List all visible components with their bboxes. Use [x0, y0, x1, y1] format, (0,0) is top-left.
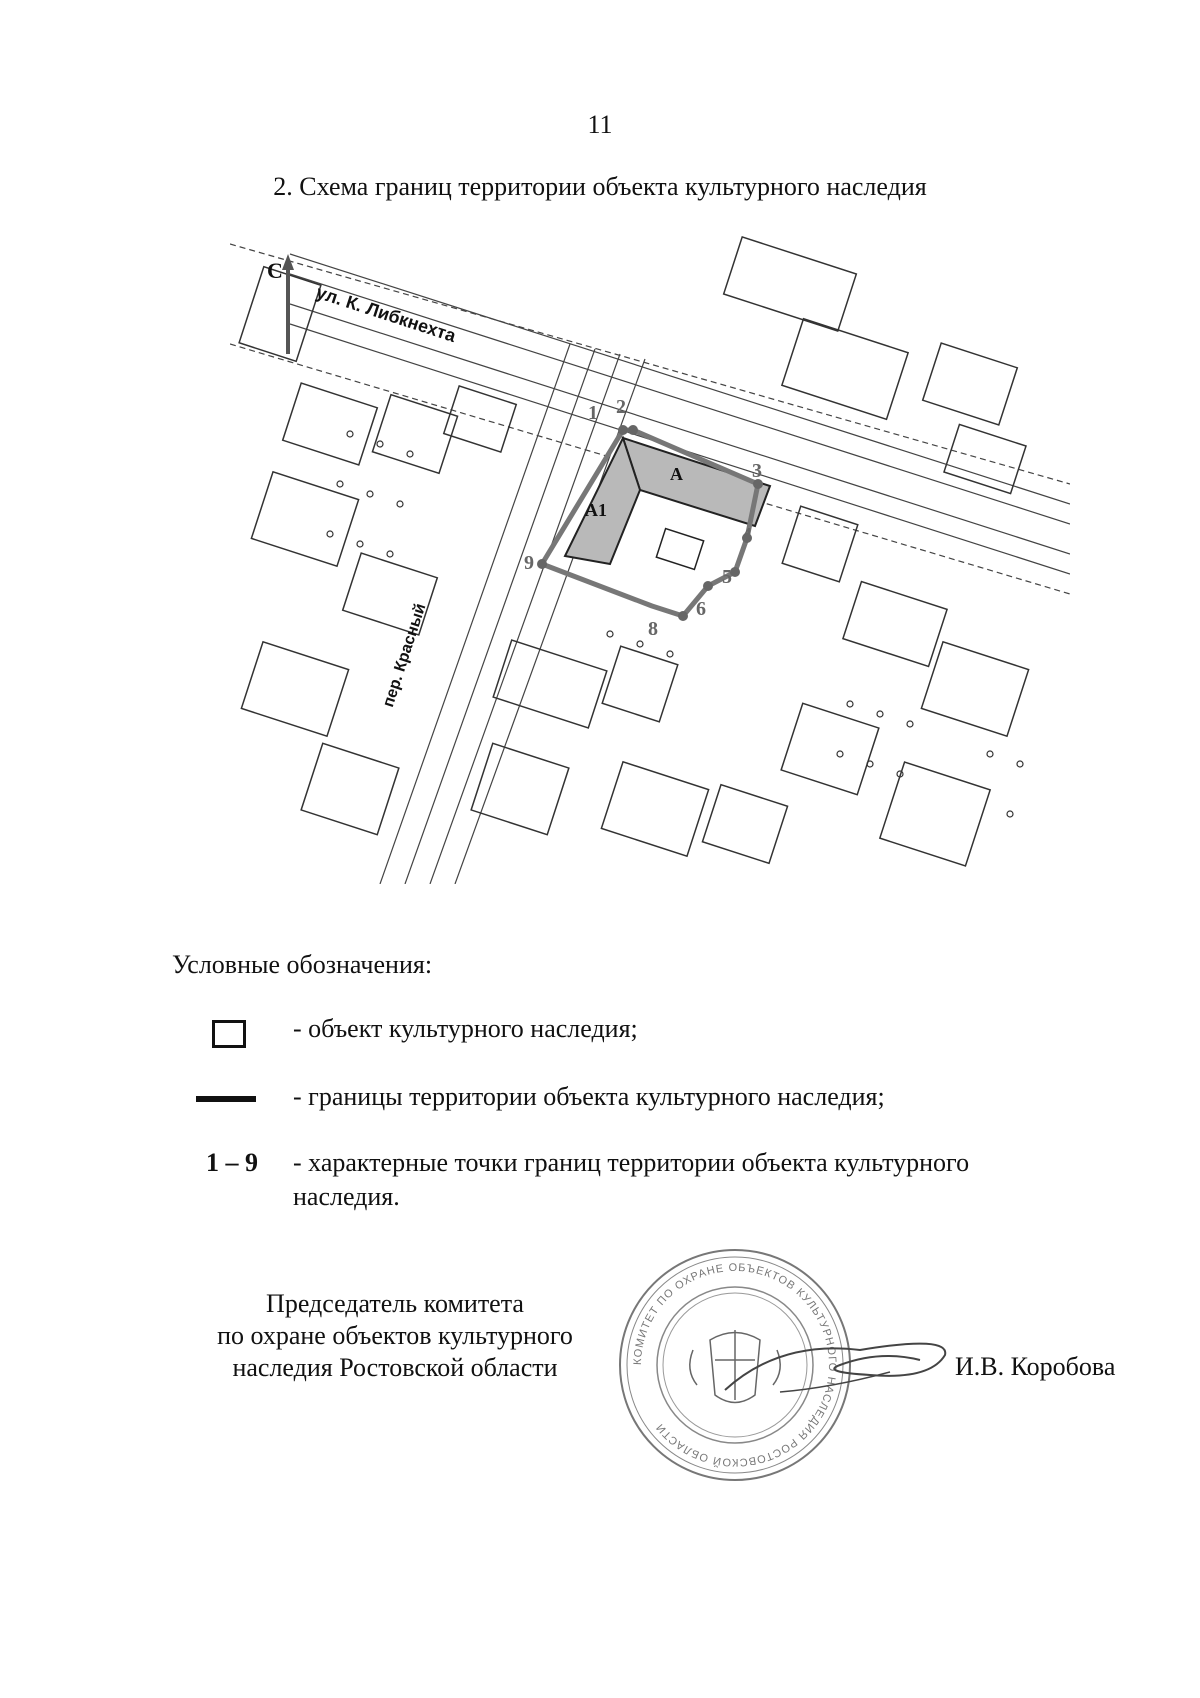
- legend-item-boundary: [188, 1082, 1088, 1118]
- point-label-5: 5: [722, 566, 732, 588]
- point-label-3: 3: [752, 460, 762, 482]
- legend-item-heritage-object: [188, 1014, 1088, 1050]
- signatory-position: [190, 1288, 600, 1384]
- point-label-6: 6: [696, 598, 706, 620]
- position-line-1: Председатель комитета: [266, 1289, 524, 1318]
- point-label-9: 9: [524, 552, 534, 574]
- thick-line-icon: [196, 1096, 256, 1102]
- cadastral-map: [230, 234, 1070, 884]
- north-label: С: [267, 258, 283, 283]
- signature-icon: [720, 1320, 970, 1410]
- legend-heading: Условные обозначения:: [172, 950, 433, 979]
- points-range: 1 – 9: [206, 1148, 258, 1177]
- seal-text: КОМИТЕТ ПО ОХРАНЕ ОБЪЕКТОВ КУЛЬТУРНОГО НАСЛЕДИЯ РОСТОВСКОЙ ОБЛАСТИ: [631, 1261, 839, 1469]
- north-arrow-icon: [282, 254, 292, 354]
- scheme-title: 2. Схема границ территории объекта культурного наследия: [273, 172, 927, 201]
- legend-text: - объект культурного наследия;: [293, 1014, 638, 1043]
- position-line-3: наследия Ростовской области: [232, 1353, 558, 1382]
- rectangle-icon: [212, 1020, 246, 1048]
- point-label-4: 4: [742, 524, 752, 546]
- area-label-a1: А1: [585, 500, 607, 520]
- point-label-2: 2: [616, 396, 626, 418]
- legend-item-points: [188, 1148, 1088, 1224]
- page-number: 11: [587, 110, 613, 139]
- legend-text: - границы территории объекта культурного наследия;: [293, 1082, 885, 1111]
- point-label-1: 1: [588, 402, 598, 424]
- position-line-2: по охране объектов культурного: [217, 1321, 573, 1350]
- area-label-a: А: [670, 464, 683, 484]
- lane-label: пер. Красный: [380, 601, 430, 710]
- legend-text: - характерные точки границ территории объекта культурного: [293, 1148, 970, 1177]
- street-label: ул. К. Либкнехта: [313, 282, 459, 346]
- signatory-name: И.В. Коробова: [955, 1352, 1116, 1381]
- point-label-8: 8: [648, 618, 658, 640]
- legend-text-continued: наследия.: [293, 1182, 400, 1211]
